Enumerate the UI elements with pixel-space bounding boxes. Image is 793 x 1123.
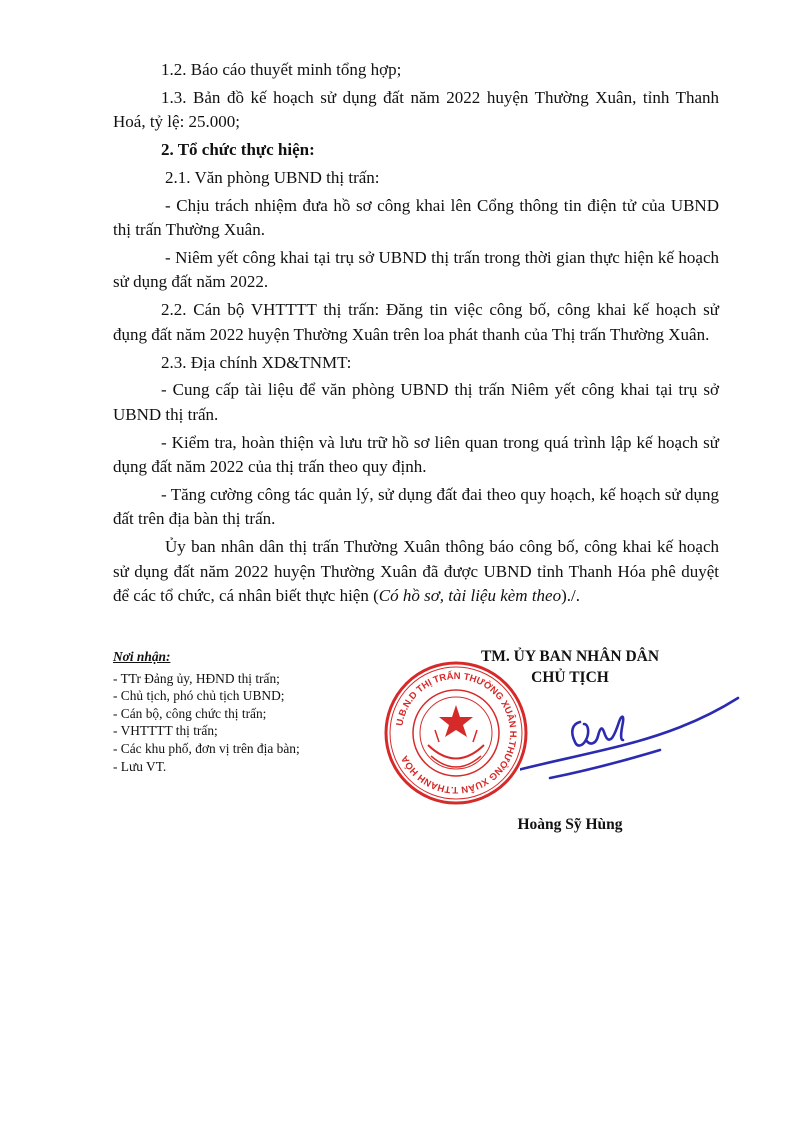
item-1-2: 1.2. Báo cáo thuyết minh tổng hợp; xyxy=(161,60,402,79)
seal-graphic xyxy=(386,663,526,803)
item-2-1: 2.1. Văn phòng UBND thị trấn: xyxy=(165,167,380,187)
recipients-heading: Nơi nhận: xyxy=(113,649,171,664)
seal-star xyxy=(439,705,473,737)
recipient-item: - Cán bộ, công chức thị trấn; xyxy=(113,705,267,721)
signer-name: Hoàng Sỹ Hùng xyxy=(517,816,623,833)
recipient-item: - VHTTTT thị trấn; xyxy=(113,723,218,739)
document-body xyxy=(113,58,719,612)
recipient-item: - TTr Đảng ủy, HĐND thị trấn; xyxy=(113,670,280,686)
official-seal-icon xyxy=(383,660,529,806)
item-1-3: 1.3. Bản đồ kế hoạch sử dụng đất năm 2022 huyện Thường Xuân, tỉnh Thanh Hoá, tỷ lệ: 25.000; xyxy=(113,87,719,132)
closing-italic: Có hồ sơ, tài liệu kèm theo xyxy=(378,586,562,606)
seal-text: U.B.N.D THỊ TRẤN THƯỜNG XUÂN H.THƯỜNG XUÂN T.THANH HÓA xyxy=(394,670,519,796)
recipient-item: - Lưu VT. xyxy=(113,758,167,774)
closing-paragraph xyxy=(113,535,719,609)
signature-icon xyxy=(520,680,740,790)
item-2-2: 2.2. Cán bộ VHTTTT thị trấn: Đăng tin việc công bố, công khai kế hoạch sử đụng đất năm 2022 huyện Thường Xuân trên loa phát thanh của Thị trấn Thường Xuân. xyxy=(113,300,719,344)
recipient-item: - Chủ tịch, phó chủ tịch UBND; xyxy=(113,688,285,704)
item-2-3-c: - Tăng cường công tác quản lý, sử dụng đất đai theo quy hoạch, kế hoạch sử dụng đất trên địa bàn thị trấn. xyxy=(113,484,719,529)
item-2-3-b: - Kiểm tra, hoàn thiện và lưu trữ hồ sơ liên quan trong quá trình lập kế hoạch sử dụng đất năm 2022 của thị trấn theo quy định. xyxy=(113,432,719,477)
item-2-3-a: - Cung cấp tài liệu để văn phòng UBND thị trấn Niêm yết công khai tại trụ sở UBND thị trấn. xyxy=(113,380,719,424)
item-2-1-b: - Niêm yết công khai tại trụ sở UBND thị trấn trong thời gian thực hiện kế hoạch sử dụng đất năm 2022. xyxy=(113,247,719,292)
recipient-item: - Các khu phố, đơn vị trên địa bàn; xyxy=(113,740,300,756)
section-heading-2: 2. Tổ chức thực hiện: xyxy=(161,140,315,160)
item-2-1-a: - Chịu trách nhiệm đưa hồ sơ công khai lên Cổng thông tin điện tử của UBND thị trấn Thường Xuân. xyxy=(113,195,719,240)
item-2-3: 2.3. Địa chính XD&TNMT: xyxy=(161,352,352,372)
closing-text: Ủy ban nhân dân thị trấn Thường Xuân thông báo công bố, công khai kế hoạch sử dụng đất năm 2022 huyện Thường Xuân đã được UBND tỉnh Thanh Hóa phê duyệt để các tổ chức, cá nhân biết thực hiện ( xyxy=(113,537,719,606)
signer-line-1: TM. ỦY BAN NHÂN DÂN xyxy=(480,648,660,665)
recipients-block xyxy=(113,648,373,775)
closing-end: )./. xyxy=(561,586,580,606)
signer-line-2: CHỦ TỊCH xyxy=(531,669,609,686)
